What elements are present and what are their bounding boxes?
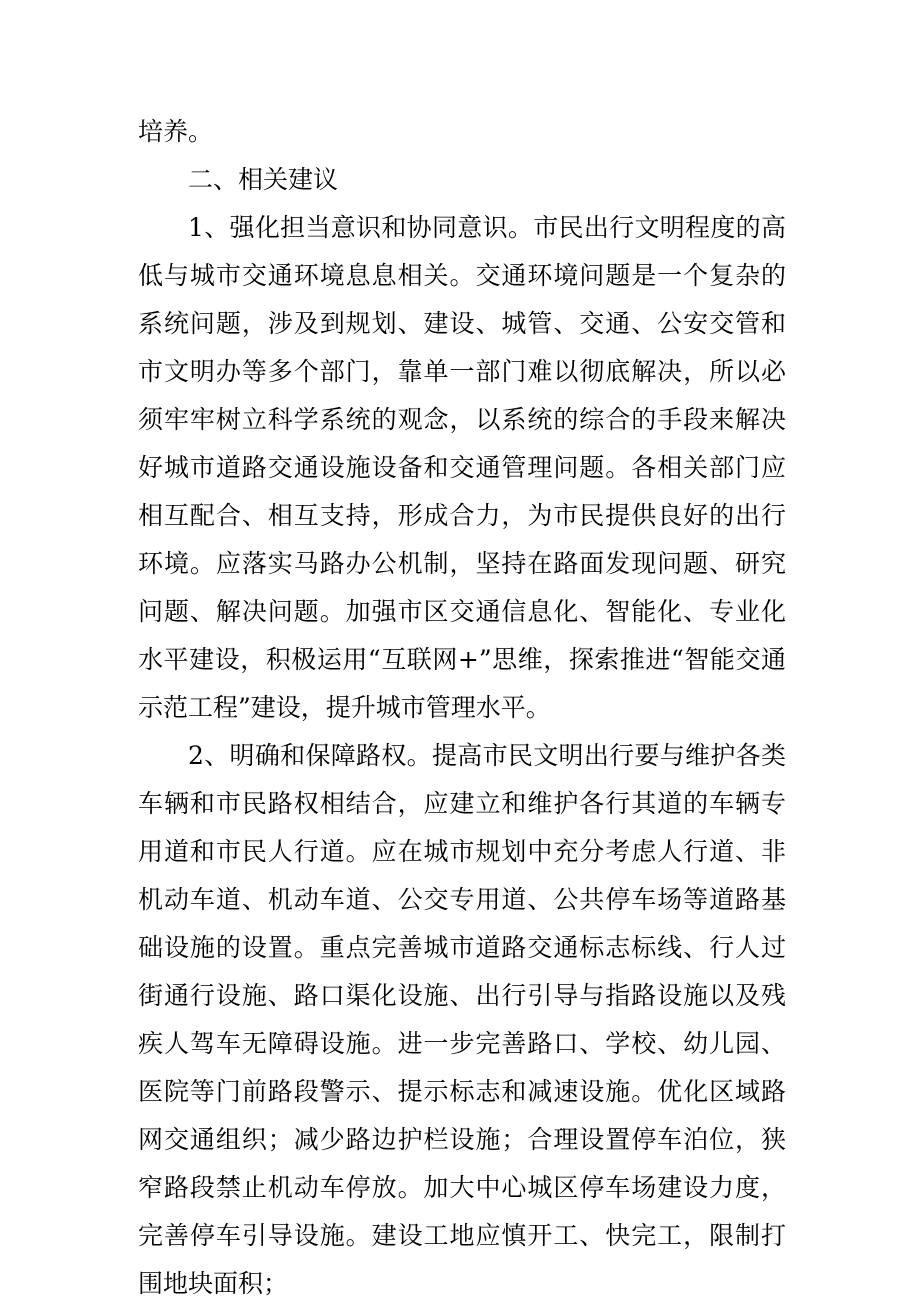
paragraph-suggestion-1: 1、强化担当意识和协同意识。市民出行文明程度的高低与城市交通环境息息相关。交通环境问题是一个复杂的系统问题，涉及到规划、建设、城管、交通、公安交管和市文明办等多个部门，靠单一部门难以彻底解决，所以必须牢牢树立科学系统的观念，以系统的综合的手段来解决好城市道路交通设施设备和交通管理问题。各相关部门应相互配合、相互支持，形成合力，为市民提供良好的出行环境。应落实马路办公机制，坚持在路面发现问题、研究问题、解决问题。加强市区交通信息化、智能化、专业化水平建设，积极运用“互联网+”思维，探索推进“智能交通示范工程”建设，提升城市管理水平。 [138, 213, 786, 722]
paragraph-suggestion-2: 2、明确和保障路权。提高市民文明出行要与维护各类车辆和市民路权相结合，应建立和维护各行其道的车辆专用道和市民人行道。应在城市规划中充分考虑人行道、非机动车道、机动车道、公交专用道、公共停车场等道路基础设施的设置。重点完善城市道路交通标志标线、行人过街通行设施、路口渠化设施、出行引导与指路设施以及残疾人驾车无障碍设施。进一步完善路口、学校、幼儿园、医院等门前路段警示、提示标志和减速设施。优化区域路网交通组织；减少路边护栏设施；合理设置停车泊位，狭窄路段禁止机动车停放。加大中心城区停车场建设力度，完善停车引导设施。建设工地应慎开工、快完工，限制打围地块面积； [138, 741, 786, 1298]
paragraph-continuation: 培养。 [138, 117, 214, 146]
document-body [138, 108, 786, 1308]
section-heading: 二、相关建议 [188, 165, 339, 194]
